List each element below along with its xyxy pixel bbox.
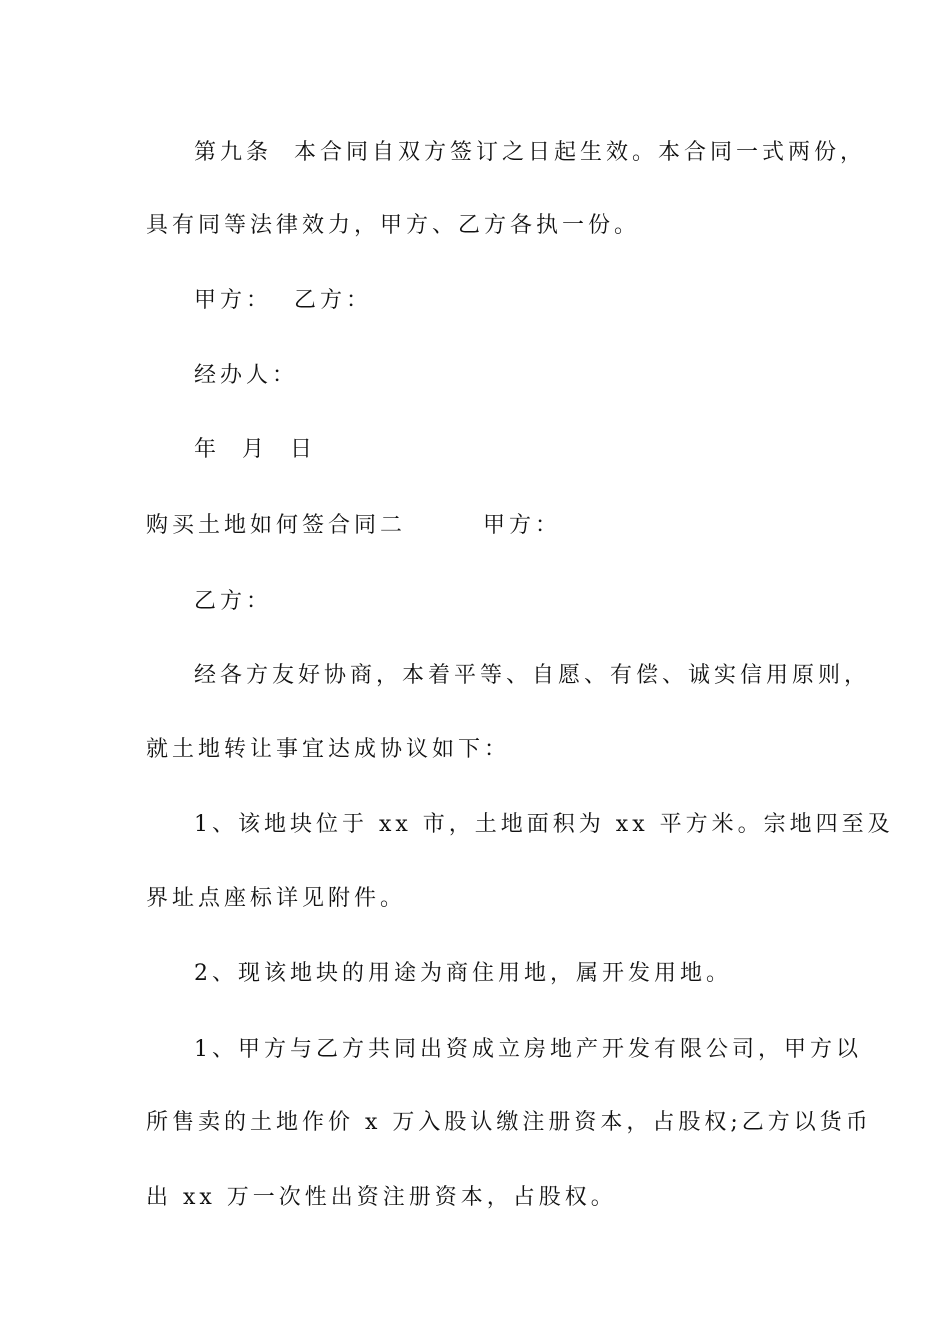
paragraph-line: 界址点座标详见附件。 bbox=[146, 886, 407, 911]
paragraph-line: 2、现该地块的用途为商住用地，属开发用地。 bbox=[194, 961, 732, 986]
paragraph-line: 1、该地块位于 xx 市，土地面积为 xx 平方米。宗地四至及 bbox=[194, 812, 894, 837]
paragraph-line: 所售卖的土地作价 x 万入股认缴注册资本，占股权;乙方以货币 bbox=[146, 1110, 872, 1135]
paragraph-line: 具有同等法律效力，甲方、乙方各执一份。 bbox=[146, 213, 641, 238]
paragraph-line: 经各方友好协商，本着平等、自愿、有偿、诚实信用原则， bbox=[194, 663, 871, 688]
party-b-line: 乙方： bbox=[194, 589, 273, 614]
paragraph-line: 1、甲方与乙方共同出资成立房地产开发有限公司，甲方以 bbox=[194, 1037, 862, 1062]
date-line: 年 月 日 bbox=[194, 437, 316, 462]
signature-party-line: 甲方： 乙方： bbox=[194, 288, 372, 313]
handler-line: 经办人： bbox=[194, 363, 299, 388]
paragraph-line: 出 xx 万一次性出资注册资本，占股权。 bbox=[146, 1185, 617, 1210]
section-title-line: 购买土地如何签合同二 甲方： bbox=[146, 513, 561, 538]
paragraph-line: 第九条 本合同自双方签订之日起生效。本合同一式两份， bbox=[194, 140, 866, 165]
paragraph-line: 就土地转让事宜达成协议如下： bbox=[146, 737, 511, 762]
